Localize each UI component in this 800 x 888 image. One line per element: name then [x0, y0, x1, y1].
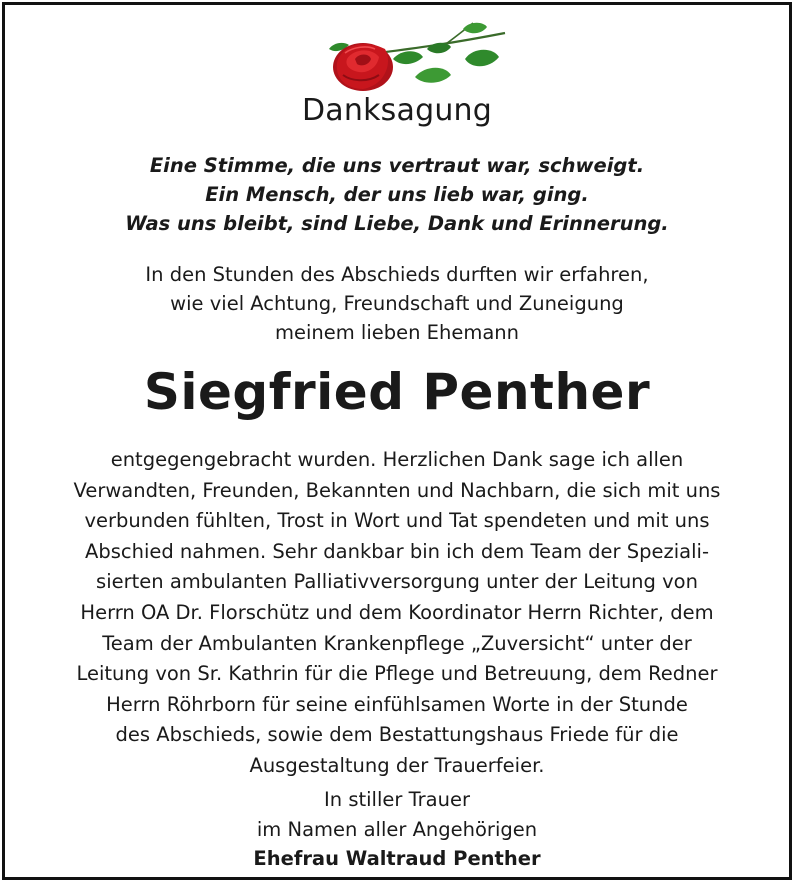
- closing-block: [5, 785, 789, 874]
- body-line: Team der Ambulanten Krankenpflege „Zuversicht“ unter der: [102, 631, 692, 655]
- quote-line: Eine Stimme, die uns vertraut war, schweigt.: [149, 154, 645, 177]
- closing-line: In stiller Trauer: [324, 788, 470, 811]
- intro-line: wie viel Achtung, Freundschaft und Zuneigung: [170, 292, 624, 315]
- rose-icon: [323, 19, 513, 95]
- closing-line: im Namen aller Angehörigen: [256, 817, 538, 841]
- body-line: Abschied nahmen. Sehr dankbar bin ich dem Team der Speziali-: [84, 539, 709, 563]
- body-line: Leitung von Sr. Kathrin für die Pflege und Betreuung, dem Redner: [76, 662, 718, 686]
- quote-line: Ein Mensch, der uns lieb war, ging.: [205, 183, 589, 206]
- deceased-name: Siegfried Penther: [143, 363, 651, 421]
- body-line: entgegengebracht wurden. Herzlichen Dank sage ich allen: [110, 448, 684, 471]
- body-line: Herrn OA Dr. Florschütz und dem Koordinator Herrn Richter, dem: [80, 600, 714, 624]
- obituary-card: [2, 2, 792, 880]
- body-line: Ausgestaltung der Trauerfeier.: [249, 753, 545, 777]
- intro-line: In den Stunden des Abschieds durften wir erfahren,: [145, 263, 649, 286]
- quote-line: Was uns bleibt, sind Liebe, Dank und Erinnerung.: [125, 212, 669, 235]
- intro-line: meinem lieben Ehemann: [274, 321, 520, 344]
- body-line: Herrn Röhrborn für seine einfühlsamen Worte in der Stunde: [106, 692, 688, 716]
- thanks-text: [5, 445, 789, 782]
- body-line: sierten ambulanten Palliativversorgung unter der Leitung von: [96, 570, 698, 594]
- body-line: Verwandten, Freunden, Bekannten und Nachbarn, die sich mit uns: [73, 478, 721, 502]
- memorial-quote: [5, 151, 789, 238]
- body-line: verbunden fühlten, Trost in Wort und Tat spendeten und mit uns: [84, 509, 710, 533]
- signature: Ehefrau Waltraud Penther: [253, 847, 541, 870]
- intro-text: [5, 260, 789, 347]
- body-line: des Abschieds, sowie dem Bestattungshaus Friede für die: [115, 723, 679, 747]
- heading-title: Danksagung: [302, 93, 492, 128]
